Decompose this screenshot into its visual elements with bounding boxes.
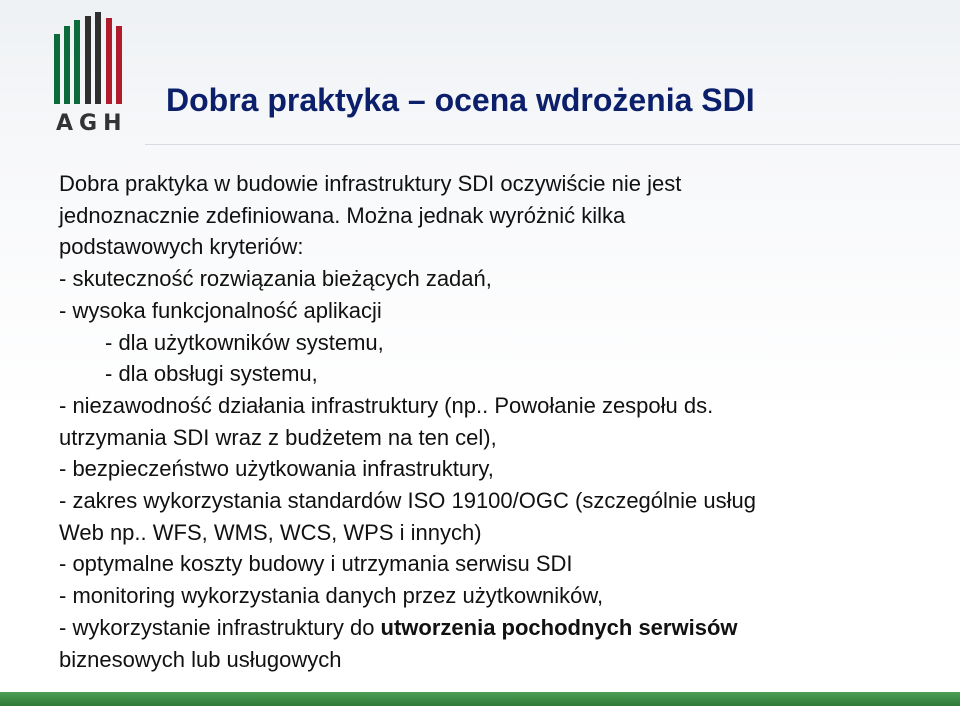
footer-bar	[0, 692, 960, 706]
logo-black-bar-2	[95, 12, 101, 104]
body-line: - optymalne koszty budowy i utrzymania serwisu SDI	[59, 551, 573, 577]
logo-black-bar-1	[85, 16, 91, 104]
body-line-prefix: - wykorzystanie infrastruktury do	[59, 614, 381, 640]
body-line: biznesowych lub usługowych	[59, 646, 342, 672]
body-line: - monitoring wykorzystania danych przez użytkowników,	[59, 583, 604, 609]
body-line: - skuteczność rozwiązania bieżących zadań,	[59, 266, 492, 292]
body-line-indented: - dla obsługi systemu,	[105, 361, 318, 387]
agh-logo	[54, 12, 128, 137]
body-line: - zakres wykorzystania standardów ISO 19100/OGC (szczególnie usług	[59, 488, 756, 514]
logo-green-bar-2	[64, 26, 70, 104]
page-title: Dobra praktyka – ocena wdrożenia SDI	[166, 82, 755, 118]
logo-red-bar-2	[116, 26, 122, 104]
body-line: jednoznacznie zdefiniowana. Można jednak wyróżnić kilka	[59, 202, 626, 228]
logo-green-bar-1	[54, 34, 60, 104]
logo-text: AGH	[56, 111, 128, 136]
header-divider	[145, 144, 960, 145]
body-line-bold: utworzenia pochodnych serwisów	[380, 614, 738, 640]
body-line: podstawowych kryteriów:	[59, 234, 304, 260]
logo-green-diagonal	[74, 20, 80, 104]
agh-logo-icon	[54, 12, 128, 110]
body-line: utrzymania SDI wraz z budżetem na ten cel),	[59, 424, 497, 450]
logo-red-bar-1	[106, 18, 112, 104]
body-line: - wysoka funkcjonalność aplikacji	[59, 297, 382, 323]
body-line: Web np.. WFS, WMS, WCS, WPS i innych)	[59, 519, 482, 545]
body-line: Dobra praktyka w budowie infrastruktury SDI oczywiście nie jest	[59, 171, 682, 196]
body-text	[59, 168, 939, 675]
body-line-indented: - dla użytkowników systemu,	[105, 329, 384, 355]
body-line: - bezpieczeństwo użytkowania infrastruktury,	[59, 456, 494, 482]
body-line: - niezawodność działania infrastruktury (np.. Powołanie zespołu ds.	[59, 392, 714, 418]
body-line-mixed	[59, 612, 939, 644]
